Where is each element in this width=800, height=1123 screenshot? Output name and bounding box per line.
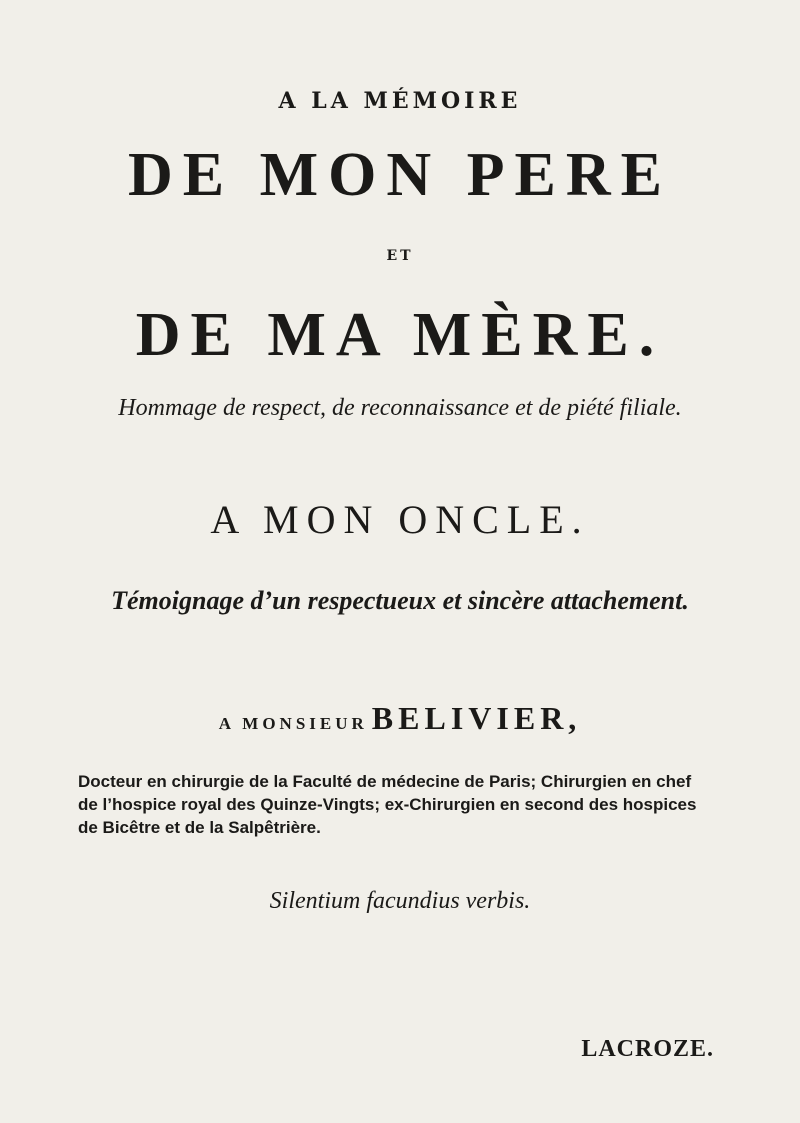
dedication-paragraph xyxy=(78,770,730,839)
dedication-line-father: DE MON PERE xyxy=(128,141,672,209)
paragraph-line-3: de Bicêtre et de la Salpêtrière. xyxy=(78,818,321,837)
dedication-line-uncle: A MON ONCLE. xyxy=(210,497,590,542)
dedication-homage: Hommage de respect, de reconnaissance et de piété filiale. xyxy=(118,395,682,421)
dedication-line-memory: A LA MÉMOIRE xyxy=(278,88,522,114)
dedication-testimony: Témoignage d’un respectueux et sincère attachement. xyxy=(111,586,689,615)
monsieur-prefix: A MONSIEUR xyxy=(218,714,368,733)
paragraph-line-1: Docteur en chirurgie de la Faculté de médecine de Paris; Chirurgien en chef xyxy=(78,772,692,791)
dedication-line-monsieur xyxy=(0,700,800,737)
dedication-motto: Silentium facundius verbis. xyxy=(269,888,531,914)
dedication-line-mother: DE MA MÈRE. xyxy=(135,301,665,369)
paragraph-line-2: de l’hospice royal des Quinze-Vingts; ex-Chirurgien en second des hospices xyxy=(78,795,697,814)
dedication-line-and: ET xyxy=(386,248,414,264)
author-signature: LACROZE. xyxy=(581,1036,714,1062)
monsieur-name: BELIVIER, xyxy=(371,700,582,736)
